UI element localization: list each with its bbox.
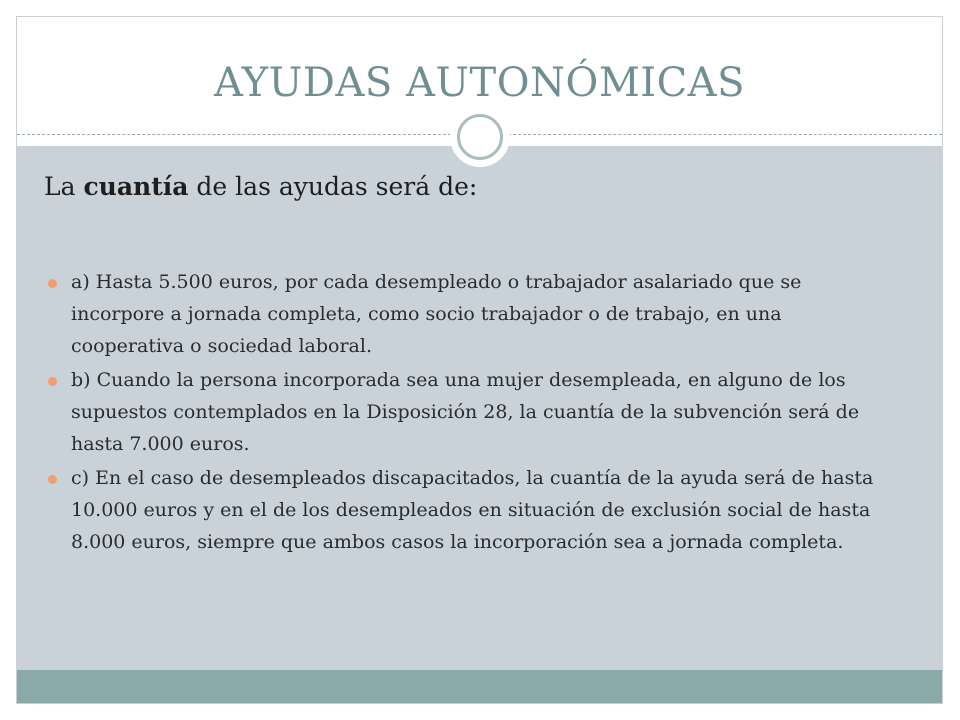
bullet-text: b) Cuando la persona incorporada sea una mujer desempleada, en alguno de los supuestos contemplados en la Disposición 28, la cuantía de la subvención será de hasta 7.000 euros. [71, 369, 860, 455]
intro-text [44, 172, 477, 202]
bullet-dot-icon [48, 279, 57, 288]
bottom-bar [17, 670, 942, 703]
intro-after: de las ayudas será de: [188, 172, 478, 201]
bullet-item-b [48, 364, 898, 460]
circle-ornament-ring [457, 114, 503, 160]
intro-emphasis: cuantía [83, 172, 189, 201]
bullet-item-c [48, 462, 898, 558]
bullet-list [48, 266, 898, 560]
bullet-text: a) Hasta 5.500 euros, por cada desempleado o trabajador asalariado que se incorpore a jornada completa, como socio trabajador o de trabajo, en una cooperativa o sociedad laboral. [71, 271, 802, 357]
bullet-dot-icon [48, 377, 57, 386]
bullet-dot-icon [48, 475, 57, 484]
intro-before: La [44, 172, 84, 201]
bullet-text: c) En el caso de desempleados discapacitados, la cuantía de la ayuda será de hasta 10.000 euros y en el de los desempleados en situación de exclusión social de hasta 8.000 euros, siempre que ambos casos la incorporación sea a jornada completa. [71, 467, 874, 553]
bullet-item-a [48, 266, 898, 362]
slide-title: AYUDAS AUTONÓMICAS [214, 60, 745, 106]
